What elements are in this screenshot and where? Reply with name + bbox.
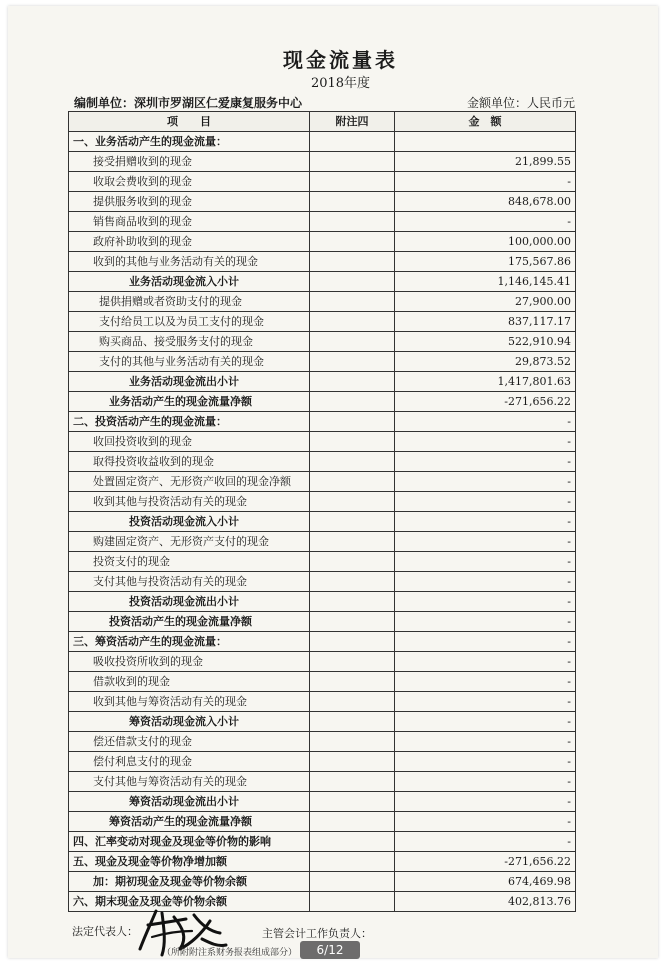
row-label: 五、现金及现金等价物净增加额 — [69, 852, 310, 872]
row-amount: 1,417,801.63 — [395, 372, 576, 392]
row-amount: - — [395, 792, 576, 812]
row-amount: - — [395, 632, 576, 652]
row-label: 处置固定资产、无形资产收回的现金净额 — [69, 472, 310, 492]
row-amount: 674,469.98 — [395, 872, 576, 892]
row-note — [310, 572, 395, 592]
row-label: 业务活动现金流入小计 — [69, 272, 310, 292]
row-note — [310, 712, 395, 732]
row-note — [310, 132, 395, 152]
row-amount: - — [395, 512, 576, 532]
row-note — [310, 232, 395, 252]
row-amount: - — [395, 592, 576, 612]
table-row — [69, 312, 576, 332]
row-amount: - — [395, 772, 576, 792]
header-note: 附注四 — [310, 112, 395, 132]
row-note — [310, 312, 395, 332]
legal-representative-label: 法定代表人： — [72, 925, 138, 938]
row-amount: 1,146,145.41 — [395, 272, 576, 292]
table-row — [69, 792, 576, 812]
row-amount: 175,567.86 — [395, 252, 576, 272]
table-row — [69, 692, 576, 712]
table-row — [69, 832, 576, 852]
accounting-head-label: 主管会计工作负责人： — [262, 927, 372, 940]
table-row — [69, 212, 576, 232]
row-label: 筹资活动现金流入小计 — [69, 712, 310, 732]
table-row — [69, 232, 576, 252]
row-note — [310, 692, 395, 712]
row-note — [310, 172, 395, 192]
table-row — [69, 472, 576, 492]
table-row — [69, 152, 576, 172]
row-note — [310, 652, 395, 672]
row-amount: - — [395, 732, 576, 752]
row-label: 二、投资活动产生的现金流量： — [69, 412, 310, 432]
table-row — [69, 132, 576, 152]
row-label: 支付其他与投资活动有关的现金 — [69, 572, 310, 592]
table-row — [69, 372, 576, 392]
row-amount: - — [395, 612, 576, 632]
row-note — [310, 752, 395, 772]
row-amount: 402,813.76 — [395, 892, 576, 912]
row-label: 投资活动产生的现金流量净额 — [69, 612, 310, 632]
page-indicator: 6/12 — [300, 941, 360, 959]
row-label: 销售商品收到的现金 — [69, 212, 310, 232]
row-note — [310, 672, 395, 692]
row-amount: - — [395, 672, 576, 692]
row-note — [310, 252, 395, 272]
row-label: 偿付利息支付的现金 — [69, 752, 310, 772]
table-header-row — [69, 112, 576, 132]
row-amount: 837,117.17 — [395, 312, 576, 332]
table-row — [69, 432, 576, 452]
table-row — [69, 652, 576, 672]
row-note — [310, 472, 395, 492]
row-label: 业务活动现金流出小计 — [69, 372, 310, 392]
table-row — [69, 332, 576, 352]
row-amount: - — [395, 652, 576, 672]
row-amount: - — [395, 752, 576, 772]
row-note — [310, 372, 395, 392]
row-amount: - — [395, 472, 576, 492]
row-note — [310, 832, 395, 852]
table-row — [69, 492, 576, 512]
row-note — [310, 272, 395, 292]
row-note — [310, 612, 395, 632]
row-note — [310, 432, 395, 452]
row-label: 政府补助收到的现金 — [69, 232, 310, 252]
row-amount: - — [395, 712, 576, 732]
row-label: 六、期末现金及现金等价物余额 — [69, 892, 310, 912]
row-amount: - — [395, 172, 576, 192]
row-label: 取得投资收益收到的现金 — [69, 452, 310, 472]
table-row — [69, 612, 576, 632]
row-note — [310, 592, 395, 612]
header-amount: 金 额 — [395, 112, 576, 132]
table-row — [69, 852, 576, 872]
row-note — [310, 552, 395, 572]
row-note — [310, 492, 395, 512]
row-note — [310, 392, 395, 412]
row-note — [310, 872, 395, 892]
report-year: 2018年度 — [310, 76, 371, 91]
table-row — [69, 252, 576, 272]
row-amount: -271,656.22 — [395, 392, 576, 412]
cash-flow-table — [68, 111, 576, 912]
table-row — [69, 752, 576, 772]
row-amount: - — [395, 212, 576, 232]
row-label: 支付的其他与业务活动有关的现金 — [69, 352, 310, 372]
row-label: 投资支付的现金 — [69, 552, 310, 572]
row-amount: - — [395, 552, 576, 572]
table-row — [69, 552, 576, 572]
row-label: 支付给员工以及为员工支付的现金 — [69, 312, 310, 332]
row-note — [310, 772, 395, 792]
row-label: 支付其他与筹资活动有关的现金 — [69, 772, 310, 792]
row-amount: 29,873.52 — [395, 352, 576, 372]
table-row — [69, 172, 576, 192]
row-note — [310, 792, 395, 812]
row-amount: - — [395, 412, 576, 432]
row-note — [310, 632, 395, 652]
table-row — [69, 192, 576, 212]
row-amount — [395, 132, 576, 152]
row-note — [310, 412, 395, 432]
row-label: 加：期初现金及现金等价物余额 — [69, 872, 310, 892]
table-row — [69, 872, 576, 892]
table-row — [69, 632, 576, 652]
row-label: 收到其他与筹资活动有关的现金 — [69, 692, 310, 712]
row-label: 吸收投资所收到的现金 — [69, 652, 310, 672]
row-label: 提供服务收到的现金 — [69, 192, 310, 212]
row-label: 收取会费收到的现金 — [69, 172, 310, 192]
row-label: 购建固定资产、无形资产支付的现金 — [69, 532, 310, 552]
row-note — [310, 332, 395, 352]
document-title: 现金流量表 — [283, 48, 398, 72]
row-label: 收到的其他与业务活动有关的现金 — [69, 252, 310, 272]
row-label: 四、汇率变动对现金及现金等价物的影响 — [69, 832, 310, 852]
table-row — [69, 712, 576, 732]
table-row — [69, 812, 576, 832]
row-note — [310, 512, 395, 532]
row-amount: - — [395, 832, 576, 852]
table-row — [69, 352, 576, 372]
table-row — [69, 292, 576, 312]
row-label: 接受捐赠收到的现金 — [69, 152, 310, 172]
row-amount: - — [395, 692, 576, 712]
row-label: 三、筹资活动产生的现金流量： — [69, 632, 310, 652]
row-label: 投资活动现金流出小计 — [69, 592, 310, 612]
table-row — [69, 272, 576, 292]
row-amount: - — [395, 812, 576, 832]
row-amount: 27,900.00 — [395, 292, 576, 312]
row-amount: - — [395, 452, 576, 472]
row-label: 提供捐赠或者资助支付的现金 — [69, 292, 310, 312]
row-note — [310, 852, 395, 872]
row-label: 业务活动产生的现金流量净额 — [69, 392, 310, 412]
table-row — [69, 772, 576, 792]
row-label: 偿还借款支付的现金 — [69, 732, 310, 752]
row-amount: - — [395, 492, 576, 512]
table-row — [69, 532, 576, 552]
row-note — [310, 892, 395, 912]
table-row — [69, 732, 576, 752]
row-note — [310, 352, 395, 372]
row-label: 借款收到的现金 — [69, 672, 310, 692]
row-note — [310, 732, 395, 752]
row-note — [310, 532, 395, 552]
table-row — [69, 572, 576, 592]
row-label: 投资活动现金流入小计 — [69, 512, 310, 532]
row-amount: 21,899.55 — [395, 152, 576, 172]
row-label: 筹资活动现金流出小计 — [69, 792, 310, 812]
footnote: （所附附注系财务报表组成部分） — [162, 948, 298, 958]
table-row — [69, 672, 576, 692]
compiler-unit: 编制单位：深圳市罗湖区仁爱康复服务中心 — [74, 96, 303, 110]
row-label: 收回投资收到的现金 — [69, 432, 310, 452]
currency-unit: 金额单位：人民币元 — [466, 96, 575, 110]
row-note — [310, 212, 395, 232]
table-row — [69, 452, 576, 472]
row-amount: 848,678.00 — [395, 192, 576, 212]
table-row — [69, 512, 576, 532]
row-label: 一、业务活动产生的现金流量： — [69, 132, 310, 152]
table-row — [69, 392, 576, 412]
row-note — [310, 192, 395, 212]
table-row — [69, 412, 576, 432]
row-note — [310, 812, 395, 832]
row-note — [310, 152, 395, 172]
header-item: 项 目 — [69, 112, 310, 132]
row-note — [310, 292, 395, 312]
table-row — [69, 592, 576, 612]
row-amount: - — [395, 532, 576, 552]
row-label: 筹资活动产生的现金流量净额 — [69, 812, 310, 832]
row-note — [310, 452, 395, 472]
row-label: 购买商品、接受服务支付的现金 — [69, 332, 310, 352]
row-amount: 100,000.00 — [395, 232, 576, 252]
row-label: 收到其他与投资活动有关的现金 — [69, 492, 310, 512]
row-amount: - — [395, 572, 576, 592]
row-amount: -271,656.22 — [395, 852, 576, 872]
row-amount: 522,910.94 — [395, 332, 576, 352]
row-amount: - — [395, 432, 576, 452]
